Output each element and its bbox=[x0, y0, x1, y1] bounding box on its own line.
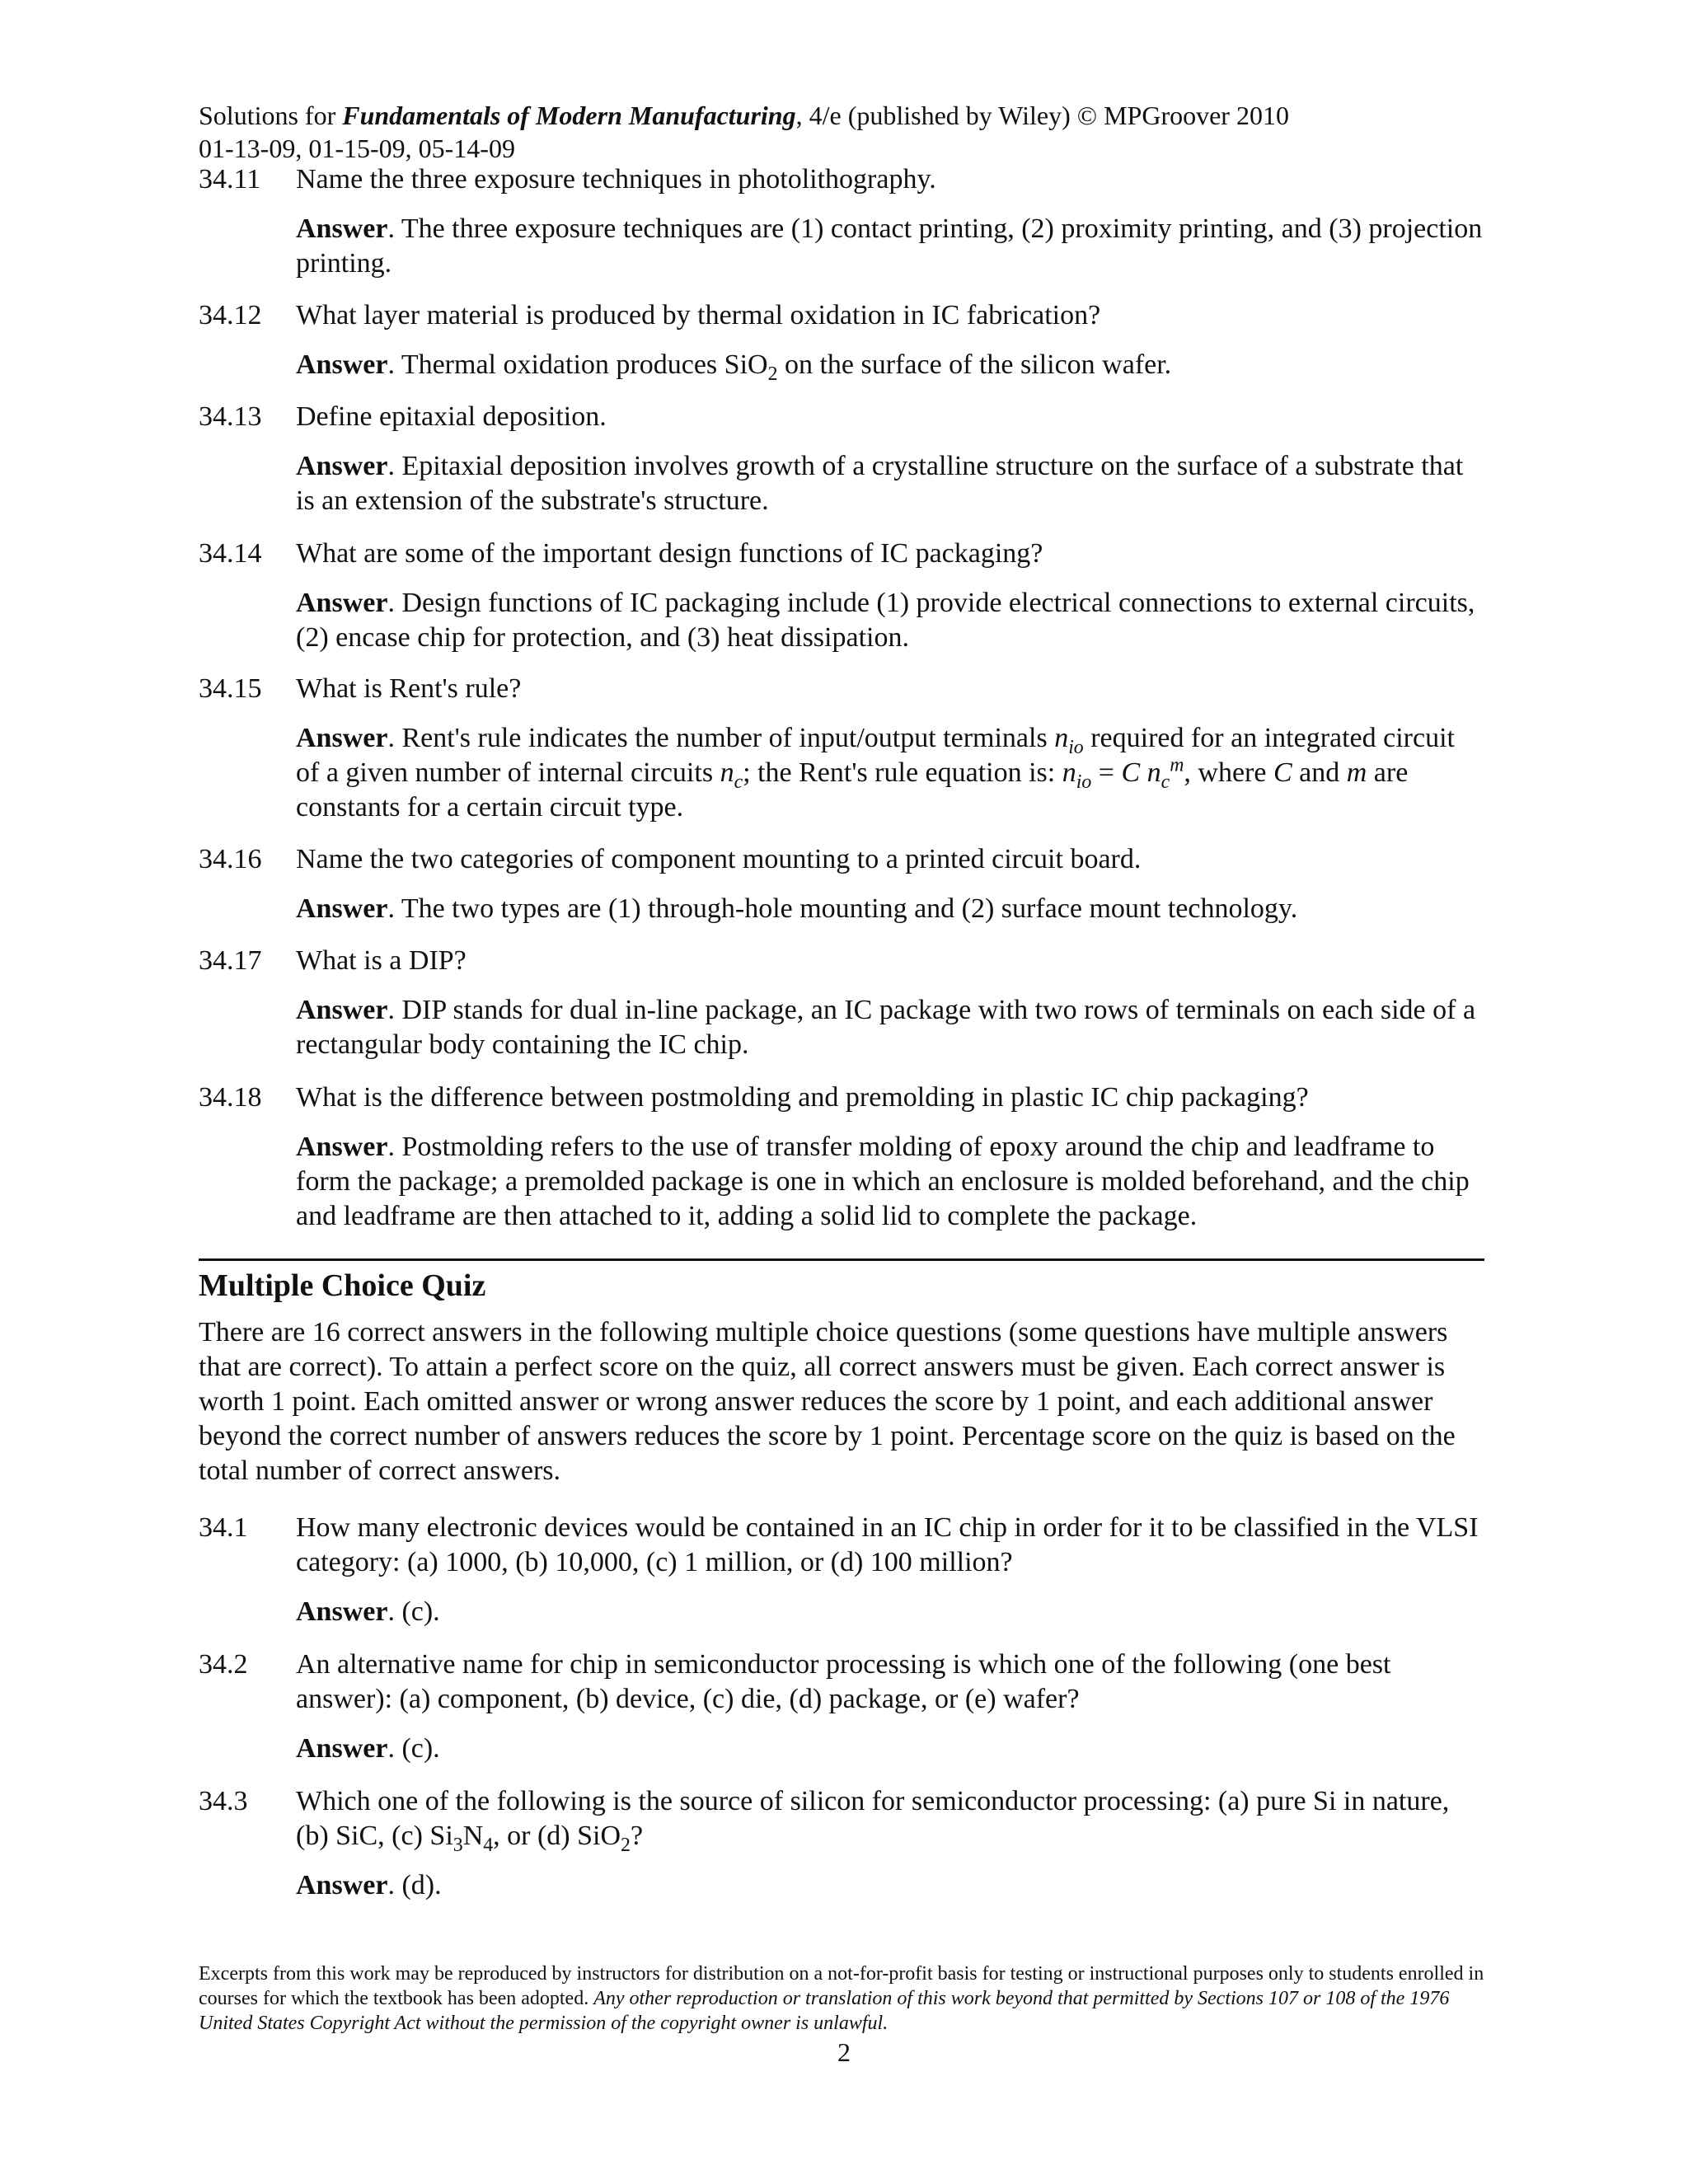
answer-text bbox=[296, 212, 1484, 281]
answer-body: and bbox=[1292, 757, 1347, 788]
answer-body: . The three exposure techniques are (1) contact printing, (2) proximity printing, and (3) projection printing. bbox=[296, 213, 1483, 279]
question-block bbox=[199, 162, 1484, 281]
question-text bbox=[296, 1784, 1484, 1854]
answer-body: . The two types are (1) through-hole mounting and (2) surface mount technology. bbox=[387, 893, 1298, 924]
answer-body: on the surface of the silicon wafer. bbox=[777, 349, 1172, 380]
answer-label: Answer bbox=[296, 995, 388, 1025]
answer-label: Answer bbox=[296, 451, 388, 481]
question-text: What is Rent's rule? bbox=[296, 673, 522, 704]
answer-body: required for an integrated circuit of a given number of internal circuits bbox=[296, 723, 1455, 788]
question-number: 34.13 bbox=[199, 401, 262, 432]
question-number: 34.12 bbox=[199, 300, 262, 330]
answer-label: Answer bbox=[296, 213, 388, 244]
answer-label: Answer bbox=[296, 1596, 388, 1627]
question-number: 34.16 bbox=[199, 844, 262, 874]
header-prefix: Solutions for bbox=[199, 101, 343, 130]
answer-text bbox=[296, 1130, 1484, 1234]
answer-body: . (c). bbox=[387, 1733, 440, 1764]
answer-body: ; the Rent's rule equation is: bbox=[743, 757, 1062, 788]
question-body: N bbox=[462, 1821, 484, 1851]
quiz-item bbox=[199, 1511, 1484, 1629]
subscript: 2 bbox=[767, 363, 778, 385]
question-text: What layer material is produced by thermal oxidation in IC fabrication? bbox=[296, 300, 1101, 330]
question-block bbox=[199, 672, 1484, 825]
question-text: What are some of the important design functions of IC packaging? bbox=[296, 538, 1043, 569]
answer-body: . (d). bbox=[387, 1870, 442, 1900]
answer-text bbox=[296, 1595, 1484, 1629]
answer-text bbox=[296, 1868, 1484, 1903]
footer-italic-text: Any other reproduction or translation of this work beyond that permitted by Sections 107 or 108 of the 1976 United States Copyright Act without the permission of the copyright owner is unlawful. bbox=[199, 1988, 1450, 2034]
question-text: Name the three exposure techniques in photolithography. bbox=[296, 164, 936, 194]
page-header bbox=[199, 99, 1289, 165]
quiz-item bbox=[199, 1784, 1484, 1903]
subscript: 2 bbox=[621, 1834, 631, 1856]
answer-body: . Thermal oxidation produces SiO bbox=[387, 349, 768, 380]
subscript-io: io bbox=[1076, 771, 1092, 793]
section-divider bbox=[199, 1258, 1484, 1261]
question-text: An alternative name for chip in semiconductor processing is which one of the following (one best answer): (a) component, (b) device, (c) die, (d) package, or (e) wafer? bbox=[296, 1649, 1391, 1714]
answer-text bbox=[296, 348, 1484, 385]
question-block bbox=[199, 842, 1484, 926]
subscript-c: c bbox=[1160, 771, 1170, 793]
var-n: n bbox=[1054, 723, 1069, 753]
question-number: 34.11 bbox=[199, 164, 261, 194]
question-body: Which one of the following is the source of silicon for semiconductor processing: (a) pure Si in nature, (b) SiC, (c) Si bbox=[296, 1786, 1450, 1851]
answer-label: Answer bbox=[296, 893, 388, 924]
answer-body: . Epitaxial deposition involves growth of a crystalline structure on the surface of a substrate that is an extension of the substrate's structure. bbox=[296, 451, 1464, 516]
quiz-instructions: There are 16 correct answers in the following multiple choice questions (some questions have multiple answers that are correct). To attain a perfect score on the quiz, all correct answers must be given. Each correct answer is worth 1 point. Each omitted answer or wrong answer reduces the score by 1 point, and each additional answer beyond the correct number of answers reduces the score by 1 point. Percentage score on the quiz is based on the total number of correct answers. bbox=[199, 1317, 1456, 1486]
answer-text bbox=[296, 993, 1484, 1062]
subscript: 4 bbox=[483, 1834, 494, 1856]
question-block bbox=[199, 537, 1484, 655]
answer-body: . DIP stands for dual in-line package, an IC package with two rows of terminals on each side of a rectangular body containing the IC chip. bbox=[296, 995, 1476, 1060]
answer-text bbox=[296, 892, 1484, 926]
answer-body: , where bbox=[1184, 757, 1273, 788]
question-block bbox=[199, 944, 1484, 1062]
copyright-footer bbox=[199, 1961, 1493, 2036]
answer-label: Answer bbox=[296, 349, 388, 380]
var-n: n bbox=[1146, 757, 1161, 788]
var-m: m bbox=[1346, 757, 1367, 788]
header-suffix: , 4/e (published by Wiley) © MPGroover 2010 bbox=[795, 101, 1289, 130]
answer-body: . Postmolding refers to the use of transfer molding of epoxy around the chip and leadframe to form the package; a premolded package is one in which an enclosure is molded beforehand, and the chip and leadframe are then attached to it, adding a solid lid to complete the package. bbox=[296, 1132, 1470, 1231]
question-text: What is the difference between postmolding and premolding in plastic IC chip packaging? bbox=[296, 1082, 1309, 1113]
question-number: 34.14 bbox=[199, 538, 262, 569]
var-n: n bbox=[720, 757, 734, 788]
question-number: 34.3 bbox=[199, 1786, 248, 1816]
answer-label: Answer bbox=[296, 1132, 388, 1162]
answer-text bbox=[296, 586, 1484, 655]
question-number: 34.1 bbox=[199, 1512, 248, 1543]
question-number: 34.2 bbox=[199, 1649, 248, 1680]
answer-body: . Design functions of IC packaging include (1) provide electrical connections to external circuits, (2) encase chip for protection, and (3) heat dissipation. bbox=[296, 588, 1475, 653]
superscript-m: m bbox=[1170, 754, 1184, 776]
question-body: , or (d) SiO bbox=[493, 1821, 621, 1851]
question-text: What is a DIP? bbox=[296, 945, 467, 976]
answer-body: . Rent's rule indicates the number of input/output terminals bbox=[387, 723, 1055, 753]
answer-text bbox=[296, 1732, 1484, 1766]
subscript-io: io bbox=[1068, 736, 1084, 758]
answer-label: Answer bbox=[296, 1870, 388, 1900]
subscript: 3 bbox=[452, 1834, 463, 1856]
header-line-1 bbox=[199, 99, 1289, 132]
question-text: Define epitaxial deposition. bbox=[296, 401, 607, 432]
quiz-item bbox=[199, 1647, 1484, 1766]
answer-label: Answer bbox=[296, 588, 388, 618]
question-body: ? bbox=[630, 1821, 644, 1851]
page-number: 2 bbox=[837, 2037, 851, 2067]
answer-body: are constants for a certain circuit type. bbox=[296, 757, 1409, 823]
question-text: Name the two categories of component mounting to a printed circuit board. bbox=[296, 844, 1142, 874]
question-block bbox=[199, 1080, 1484, 1234]
var-n: n bbox=[1062, 757, 1076, 788]
equals-sign: = bbox=[1091, 757, 1122, 788]
answer-body: . (c). bbox=[387, 1596, 440, 1627]
question-block bbox=[199, 298, 1484, 385]
var-C: C bbox=[1273, 757, 1292, 788]
question-block bbox=[199, 400, 1484, 518]
header-dates: 01-13-09, 01-15-09, 05-14-09 bbox=[199, 134, 515, 163]
answer-text bbox=[296, 721, 1484, 825]
var-C: C bbox=[1121, 757, 1141, 788]
footer-text: Excerpts from this work may be reproduced by instructors for distribution on a not-for-profit basis for testing or instructional purposes only to students enrolled in courses for which the textbook has been adopted. bbox=[199, 1963, 1484, 2009]
question-number: 34.17 bbox=[199, 945, 262, 976]
answer-text bbox=[296, 449, 1484, 518]
section-title: Multiple Choice Quiz bbox=[199, 1268, 486, 1303]
subscript-c: c bbox=[734, 771, 743, 793]
answer-label: Answer bbox=[296, 1733, 388, 1764]
book-title: Fundamentals of Modern Manufacturing bbox=[342, 101, 796, 130]
question-number: 34.15 bbox=[199, 673, 262, 704]
question-text: How many electronic devices would be contained in an IC chip in order for it to be classified in the VLSI category: (a) 1000, (b) 10,000, (c) 1 million, or (d) 100 million? bbox=[296, 1512, 1479, 1577]
question-number: 34.18 bbox=[199, 1082, 262, 1113]
answer-label: Answer bbox=[296, 723, 388, 753]
